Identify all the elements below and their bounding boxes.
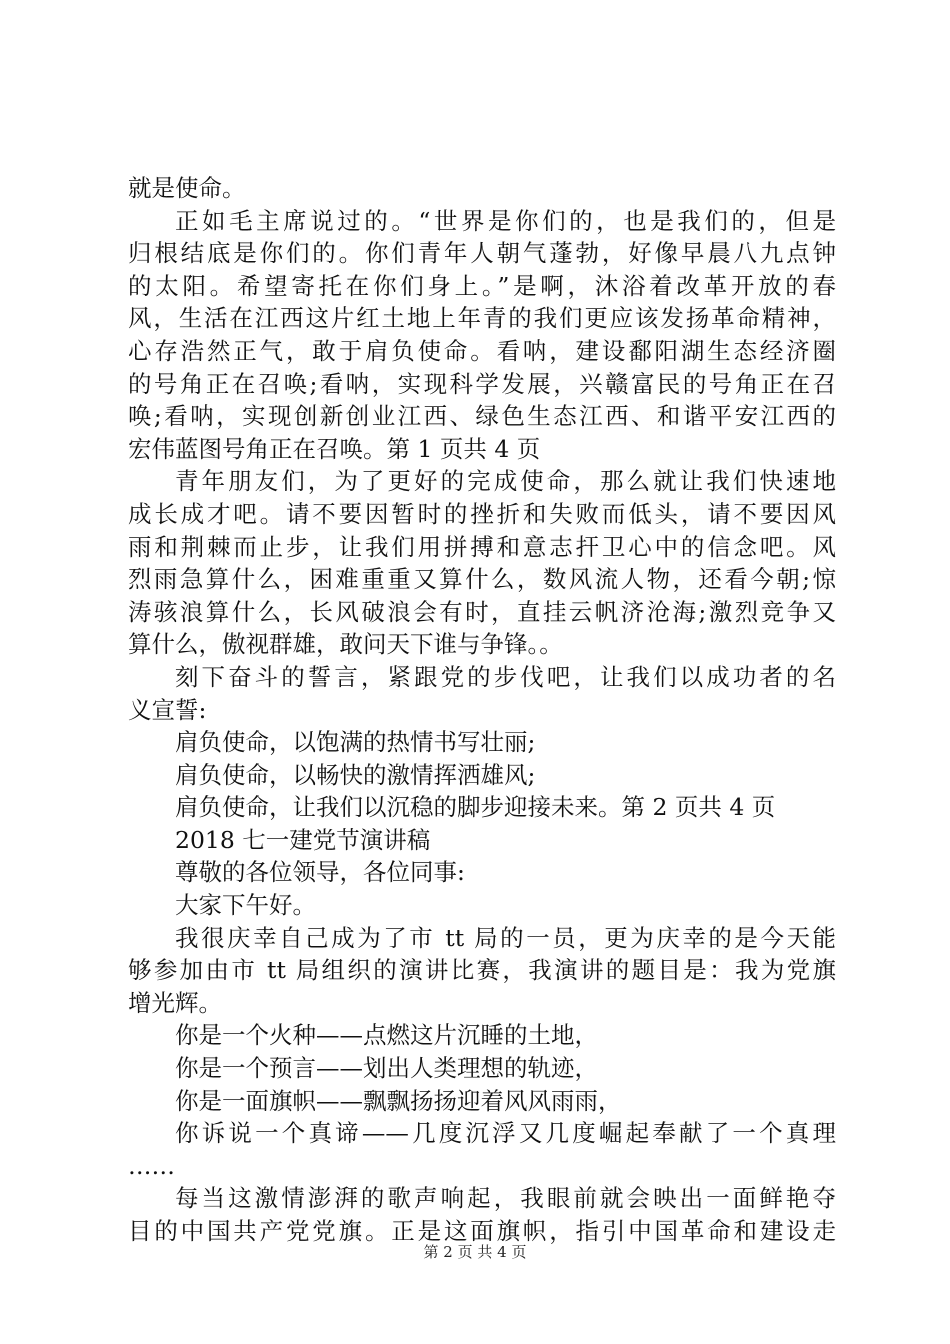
page-footer: 第 2 页 共 4 页 — [423, 1243, 527, 1261]
text-line: 每当这激情澎湃的歌声响起，我眼前就会映出一面鲜艳夺 — [175, 1184, 836, 1213]
text-line: 够参加由市 tt 局组织的演讲比赛，我演讲的题目是：我为党旗 — [128, 956, 836, 985]
text-line: 就是使命。 — [128, 174, 246, 202]
text-line: 增光辉。 — [128, 988, 222, 1017]
text-line: 你诉说一个真谛——几度沉浮又几度崛起奉献了一个真理 — [175, 1119, 836, 1148]
text-line: 成长成才吧。请不要因暂时的挫折和失败而低头，请不要因风 — [128, 499, 836, 528]
document-body — [128, 172, 836, 1248]
text-line: 正如毛主席说过的。“世界是你们的，也是我们的，但是 — [175, 206, 836, 235]
text-line: 烈雨急算什么，困难重重又算什么，数风流人物，还看今朝;惊 — [128, 565, 836, 594]
text-line: 的号角正在召唤;看呐，实现科学发展，兴赣富民的号角正在召 — [128, 369, 836, 398]
text-line: 涛骇浪算什么，长风破浪会有时，直挂云帆济沧海;激烈竞争又 — [128, 597, 836, 626]
text-line: 目的中国共产党党旗。正是这面旗帜，指引中国革命和建设走 — [128, 1217, 836, 1245]
text-line: 唤;看呐，实现创新创业江西、绿色生态江西、和谐平安江西的 — [128, 402, 836, 431]
text-line: 肩负使命，以畅快的激情挥洒雄风; — [175, 760, 536, 789]
text-line: 心存浩然正气，敢于肩负使命。看呐，建设鄱阳湖生态经济圈 — [128, 336, 836, 365]
text-line: 青年朋友们，为了更好的完成使命，那么就让我们快速地 — [175, 467, 836, 496]
text-line: 2018 七一建党节演讲稿 — [175, 825, 431, 854]
text-line: 你是一个预言——划出人类理想的轨迹， — [175, 1054, 598, 1083]
text-line: 义宣誓: — [128, 695, 207, 724]
text-line: 肩负使命，以饱满的热情书写壮丽; — [175, 728, 536, 757]
text-line: 宏伟蓝图号角正在召唤。第 1 页共 4 页 — [128, 434, 541, 463]
text-line: 风，生活在江西这片红土地上年青的我们更应该发扬革命精神， — [128, 304, 836, 333]
text-line: 归根结底是你们的。你们青年人朝气蓬勃，好像早晨八九点钟 — [128, 239, 836, 268]
text-line: 算什么，傲视群雄，敢问天下谁与争锋。。 — [128, 630, 563, 659]
text-line: …… — [128, 1151, 175, 1180]
text-line: 刻下奋斗的誓言，紧跟党的步伐吧，让我们以成功者的名 — [175, 662, 836, 691]
text-line: 你是一面旗帜——飘飘扬扬迎着风风雨雨， — [175, 1086, 622, 1115]
text-line: 的太阳。希望寄托在你们身上。”是啊，沐浴着改革开放的春 — [128, 271, 836, 300]
text-line: 你是一个火种——点燃这片沉睡的土地， — [175, 1021, 598, 1050]
text-line: 我很庆幸自己成为了市 tt 局的一员，更为庆幸的是今天能 — [175, 923, 836, 952]
text-line: 雨和荆棘而止步，让我们用拼搏和意志扞卫心中的信念吧。风 — [128, 532, 836, 561]
text-line: 尊敬的各位领导，各位同事: — [175, 858, 465, 887]
text-line: 肩负使命，让我们以沉稳的脚步迎接未来。第 2 页共 4 页 — [175, 793, 776, 822]
text-line: 大家下午好。 — [175, 891, 316, 920]
